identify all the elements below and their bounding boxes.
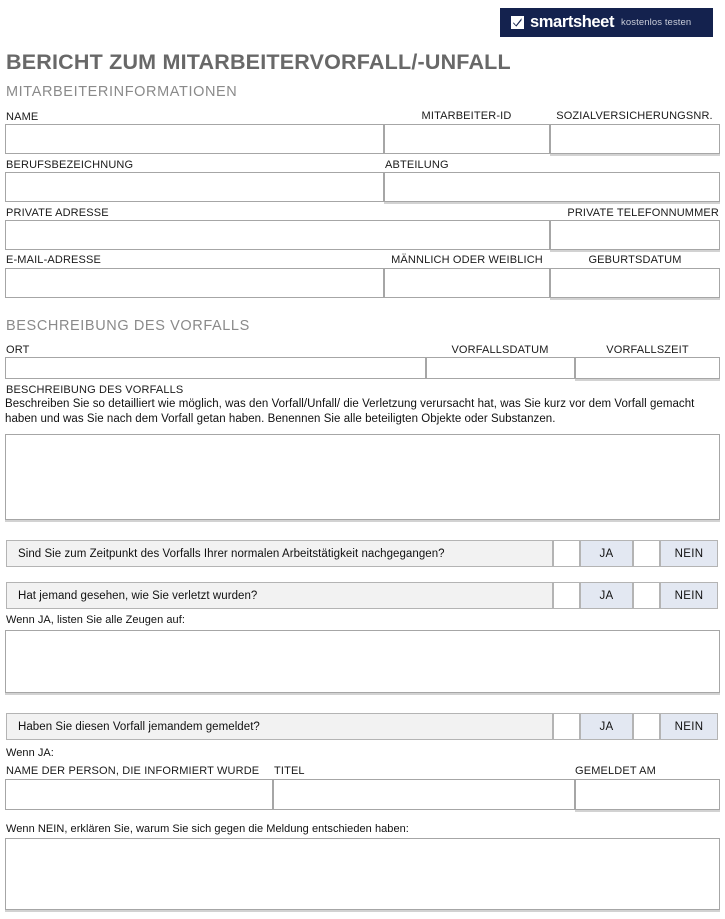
option-label-no[interactable]: NEIN bbox=[660, 582, 718, 609]
label-incident-time: VORFALLSZEIT bbox=[606, 344, 689, 356]
instructions-line-2: gemacht haben und was Sie nach dem Vorfall getan haben. Benennen Sie alle beteiligten Objekte oder Substanzen. bbox=[5, 398, 695, 425]
label-email: E-MAIL-ADRESSE bbox=[6, 254, 102, 266]
option-label-no[interactable]: NEIN bbox=[660, 540, 718, 567]
instructions-line-1: Beschreiben Sie so detailliert wie möglich, was den Vorfall/Unfall/ die Verletzung verursacht hat, was Sie kurz vor dem Vorfall bbox=[5, 398, 647, 410]
input-home-address[interactable] bbox=[5, 220, 550, 250]
textarea-not-reported-explanation[interactable] bbox=[5, 838, 720, 910]
brand-name: smartsheet bbox=[530, 13, 615, 31]
label-home-phone: PRIVATE TELEFONNUMMER bbox=[567, 207, 719, 219]
label-birthdate: GEBURTSDATUM bbox=[588, 254, 682, 266]
input-employee-id[interactable] bbox=[384, 124, 550, 154]
input-person-informed[interactable] bbox=[5, 779, 273, 810]
input-informed-title[interactable] bbox=[273, 779, 575, 810]
label-incident-description: BESCHREIBUNG DES VORFALLS bbox=[6, 384, 184, 396]
option-label-yes[interactable]: JA bbox=[580, 713, 633, 740]
logo-tagline: kostenlos testen bbox=[621, 17, 692, 28]
checkbox-no[interactable] bbox=[633, 713, 660, 740]
label-job-title: BERUFSBEZEICHNUNG bbox=[6, 159, 134, 171]
label-home-address: PRIVATE ADRESSE bbox=[6, 207, 109, 219]
checkbox-yes[interactable] bbox=[553, 713, 580, 740]
question-text: Hat jemand gesehen, wie Sie verletzt wurden? bbox=[6, 582, 553, 609]
question-row-witness-seen bbox=[6, 582, 719, 609]
label-informed-title: TITEL bbox=[274, 765, 305, 777]
input-incident-time[interactable] bbox=[575, 357, 720, 379]
section-heading-employee-information: MITARBEITERINFORMATIONEN bbox=[6, 84, 238, 100]
not-reported-prompt: Wenn NEIN, erklären Sie, warum Sie sich gegen die Meldung entschieden haben: bbox=[6, 823, 409, 835]
checkbox-no[interactable] bbox=[633, 540, 660, 567]
question-text: Sind Sie zum Zeitpunkt des Vorfalls Ihrer normalen Arbeitstätigkeit nachgegangen? bbox=[6, 540, 553, 567]
label-location: ORT bbox=[6, 344, 30, 356]
input-reported-on[interactable] bbox=[575, 779, 720, 810]
page-title: BERICHT ZUM MITARBEITERVORFALL/-UNFALL bbox=[6, 50, 511, 74]
label-person-informed: NAME DER PERSON, DIE INFORMIERT WURDE bbox=[6, 765, 260, 777]
label-department: ABTEILUNG bbox=[385, 159, 449, 171]
label-reported-on: GEMELDET AM bbox=[575, 765, 656, 777]
input-incident-date[interactable] bbox=[426, 357, 575, 379]
question-row-reported-incident bbox=[6, 713, 719, 740]
label-incident-date: VORFALLSDATUM bbox=[451, 344, 549, 356]
checkbox-yes[interactable] bbox=[553, 540, 580, 567]
option-label-no[interactable]: NEIN bbox=[660, 713, 718, 740]
input-name[interactable] bbox=[5, 124, 384, 154]
input-ssn[interactable] bbox=[550, 124, 720, 154]
input-home-phone[interactable] bbox=[550, 220, 720, 250]
reported-yes-prompt: Wenn JA: bbox=[6, 747, 54, 759]
checkbox-yes[interactable] bbox=[553, 582, 580, 609]
section-heading-incident-description: BESCHREIBUNG DES VORFALLS bbox=[6, 318, 250, 334]
input-gender[interactable] bbox=[384, 268, 550, 298]
question-text: Haben Sie diesen Vorfall jemandem gemeldet? bbox=[6, 713, 553, 740]
textarea-witness-list[interactable] bbox=[5, 630, 720, 693]
option-label-yes[interactable]: JA bbox=[580, 540, 633, 567]
label-gender: MÄNNLICH ODER WEIBLICH bbox=[391, 254, 543, 266]
label-ssn: SOZIALVERSICHERUNGSNR. bbox=[556, 110, 713, 122]
smartsheet-logo-banner[interactable] bbox=[500, 8, 713, 37]
input-email[interactable] bbox=[5, 268, 384, 298]
textarea-incident-description[interactable] bbox=[5, 434, 720, 520]
label-employee-id: MITARBEITER-ID bbox=[421, 110, 512, 122]
checkbox-checked-icon bbox=[511, 16, 524, 29]
input-job-title[interactable] bbox=[5, 172, 384, 202]
input-birthdate[interactable] bbox=[550, 268, 720, 298]
checkbox-no[interactable] bbox=[633, 582, 660, 609]
incident-description-instructions bbox=[5, 397, 720, 427]
option-label-yes[interactable]: JA bbox=[580, 582, 633, 609]
input-location[interactable] bbox=[5, 357, 426, 379]
witness-list-prompt: Wenn JA, listen Sie alle Zeugen auf: bbox=[6, 614, 185, 626]
question-row-normal-duties bbox=[6, 540, 719, 567]
label-name: NAME bbox=[6, 111, 39, 123]
input-department[interactable] bbox=[384, 172, 720, 202]
